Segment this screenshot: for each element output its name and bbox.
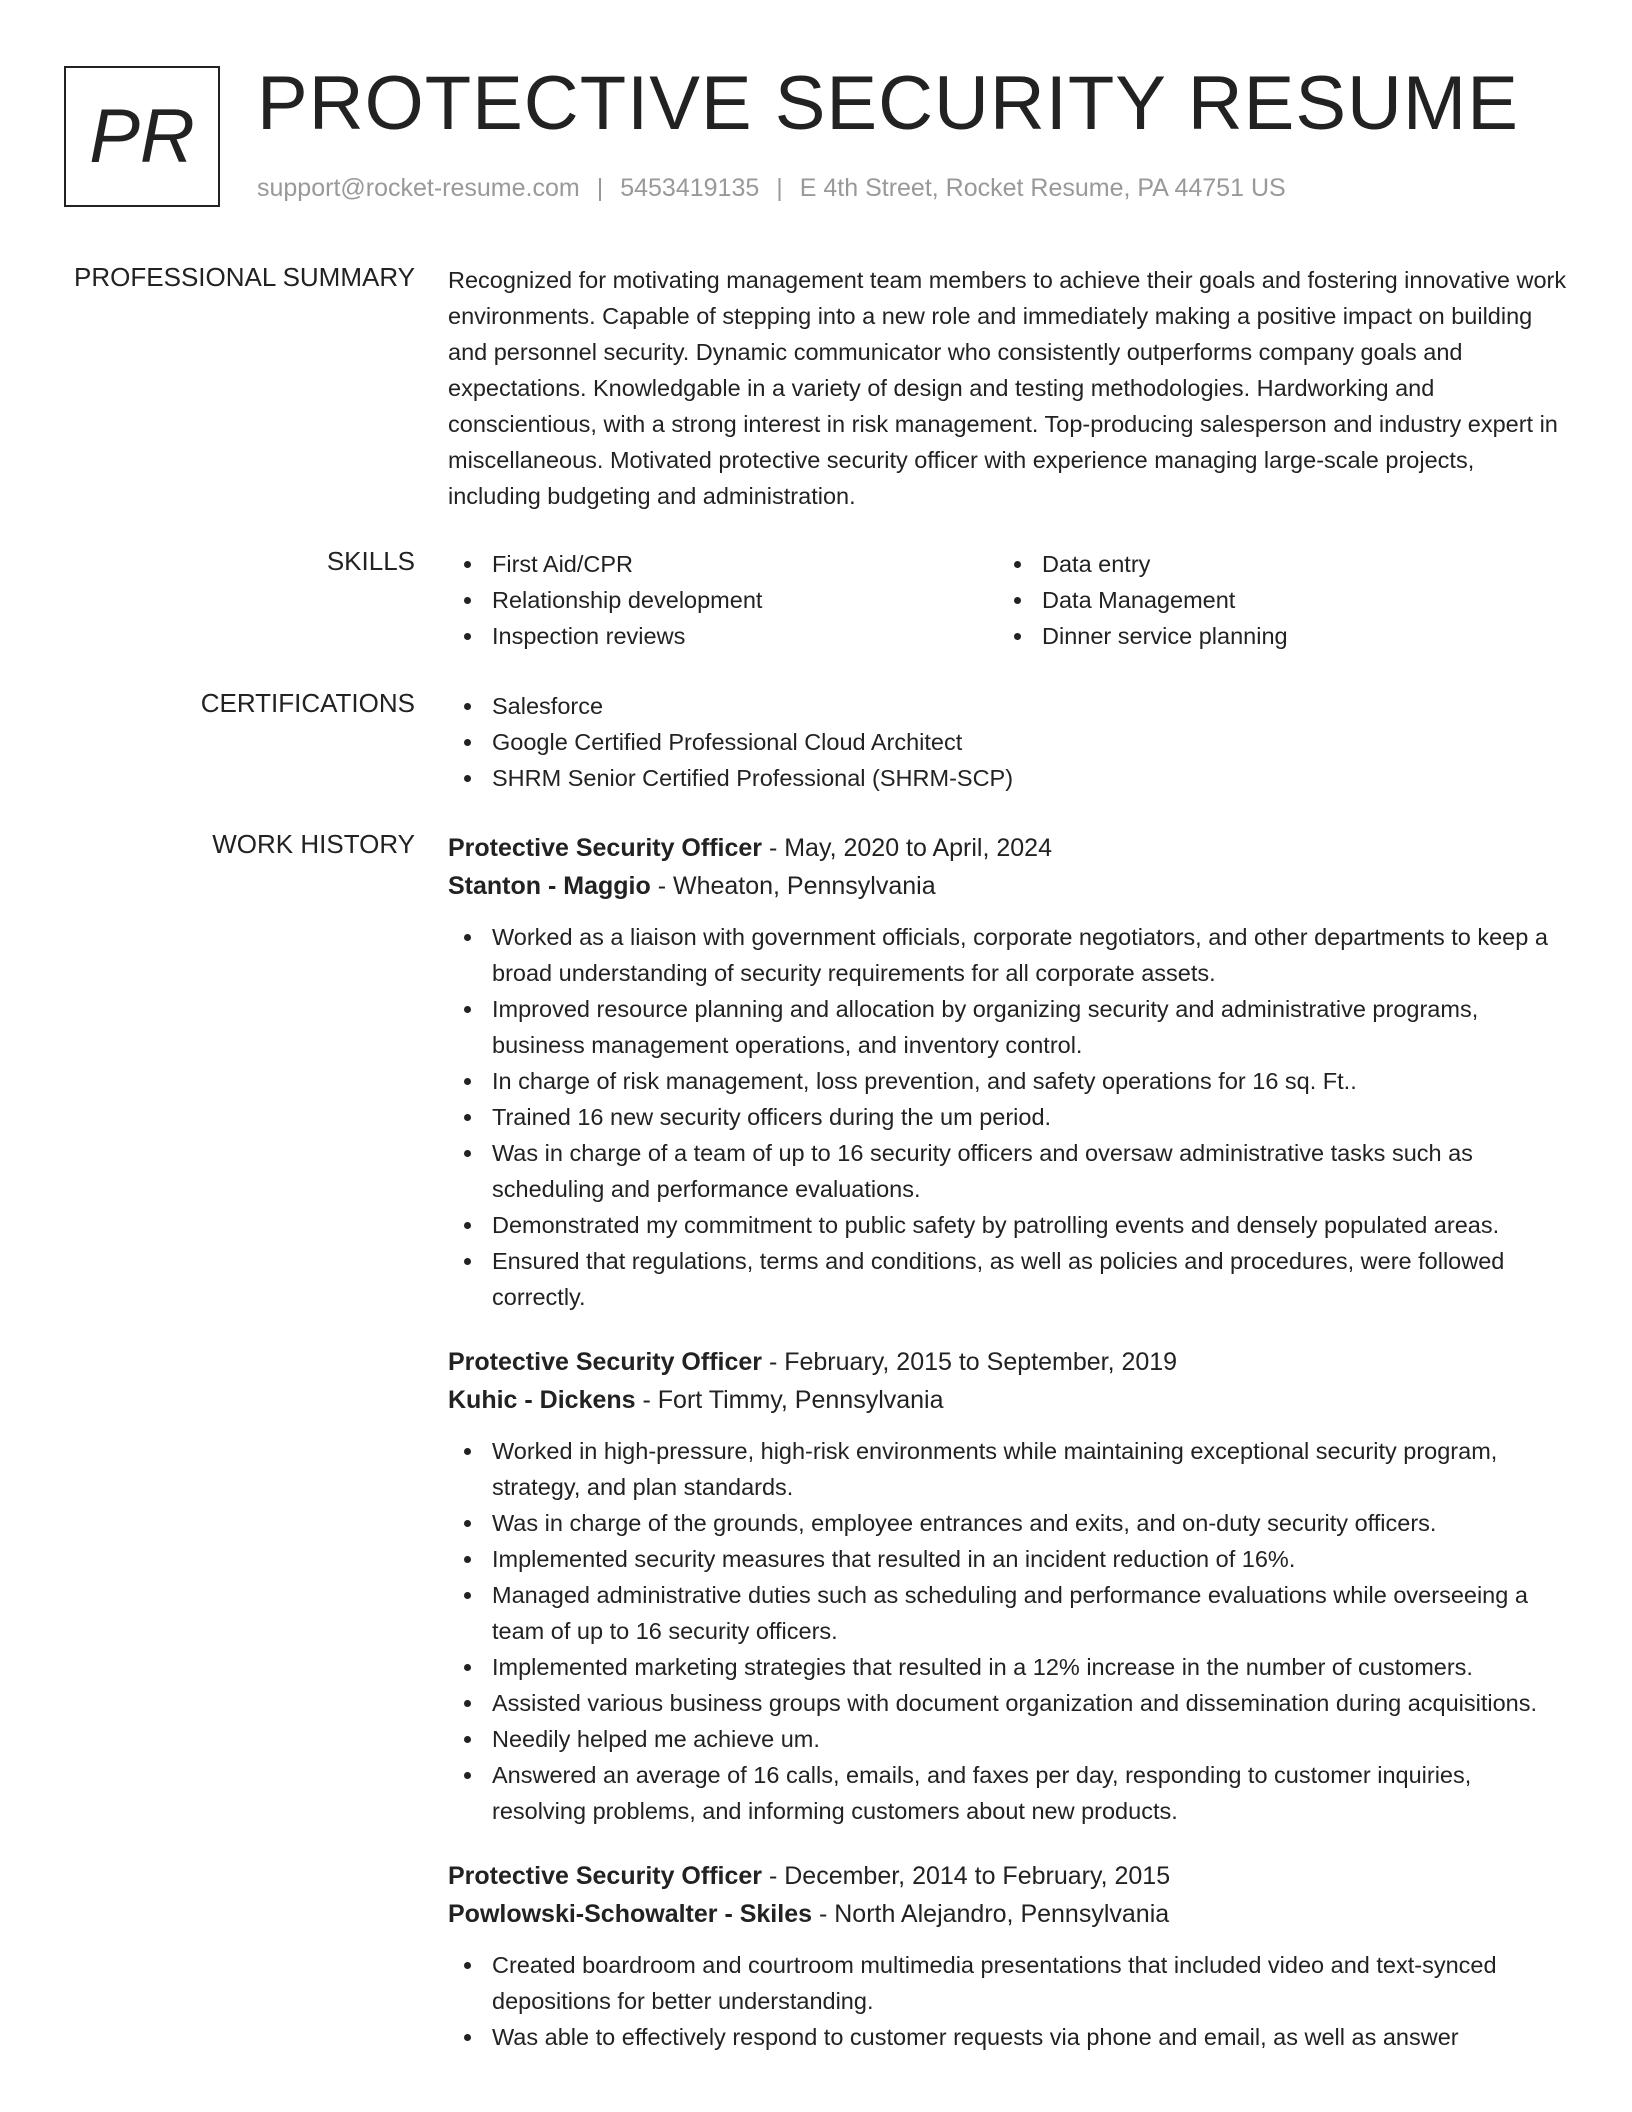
job-bullet: Worked as a liaison with government officials, corporate negotiators, and other departments to keep a broad understanding of security requirements for all corporate assets. (448, 919, 1568, 991)
job-dates: - December, 2014 to February, 2015 (762, 1862, 1171, 1890)
job-location: - North Alejandro, Pennsylvania (812, 1900, 1170, 1928)
job-bullet: Implemented marketing strategies that resulted in a 12% increase in the number of customers. (448, 1649, 1568, 1685)
contact-address: E 4th Street, Rocket Resume, PA 44751 US (799, 174, 1286, 202)
job-role: Protective Security Officer (448, 1862, 763, 1890)
job-entry (448, 1343, 1568, 1829)
job-company: Stanton - Maggio (448, 872, 651, 900)
skill-item: Dinner service planning (998, 618, 1548, 654)
skill-item: Data Management (998, 582, 1548, 618)
skill-item: Data entry (998, 546, 1548, 582)
job-role: Protective Security Officer (448, 834, 763, 862)
job-title-line (448, 1857, 1568, 1895)
job-title-line (448, 829, 1568, 867)
resume-header (64, 61, 1564, 210)
job-dates: - May, 2020 to April, 2024 (762, 834, 1052, 862)
job-entry (448, 1857, 1568, 2055)
job-bullet: Was able to effectively respond to customer requests via phone and email, as well as answer (448, 2019, 1568, 2055)
job-bullet: Was in charge of a team of up to 16 security officers and oversaw administrative tasks such as scheduling and performance evaluations. (448, 1135, 1568, 1207)
job-dates: - February, 2015 to September, 2019 (762, 1348, 1178, 1376)
certification-item: Google Certified Professional Cloud Architect (448, 724, 1568, 760)
summary-text: Recognized for motivating management team members to achieve their goals and fostering innovative work environments. Capable of stepping into a new role and immediately making a positive impact on building and personnel security. Dynamic communicator who consistently outperforms company goals and expectations. Knowledgable in a variety of design and testing methodologies. Hardworking and conscientious, with a strong interest in risk management. Top-producing salesperson and industry expert in miscellaneous. Motivated protective security officer with experience managing large-scale projects, including budgeting and administration. (448, 267, 1567, 509)
job-location: - Fort Timmy, Pennsylvania (635, 1386, 944, 1414)
section-title-summary: PROFESSIONAL SUMMARY (74, 262, 415, 292)
job-bullet: In charge of risk management, loss prevention, and safety operations for 16 sq. Ft.. (448, 1063, 1568, 1099)
job-location: - Wheaton, Pennsylvania (650, 872, 936, 900)
skills-list (448, 546, 1568, 654)
job-bullet: Assisted various business groups with document organization and dissemination during acquisitions. (448, 1685, 1568, 1721)
certification-item: SHRM Senior Certified Professional (SHRM-SCP) (448, 760, 1568, 796)
job-company-line (448, 1381, 1568, 1419)
job-bullet: Worked in high-pressure, high-risk environments while maintaining exceptional security program, strategy, and plan standards. (448, 1433, 1568, 1505)
job-bullets (448, 1947, 1568, 2055)
job-bullet: Trained 16 new security officers during the um period. (448, 1099, 1568, 1135)
resume-title: PROTECTIVE SECURITY RESUME (257, 61, 1519, 146)
section-title-certifications: CERTIFICATIONS (200, 688, 415, 718)
monogram-logo: PR (64, 66, 220, 207)
job-bullet: Ensured that regulations, terms and conditions, as well as policies and procedures, were followed correctly. (448, 1243, 1568, 1315)
job-bullet: Was in charge of the grounds, employee entrances and exits, and on-duty security officers. (448, 1505, 1568, 1541)
skill-item: Inspection reviews (448, 618, 998, 654)
certifications-list (448, 688, 1568, 796)
contact-separator: | (776, 174, 783, 202)
job-company-line (448, 1895, 1568, 1933)
job-company-line (448, 867, 1568, 905)
job-entry (448, 829, 1568, 1315)
contact-phone[interactable]: 5453419135 (620, 174, 760, 202)
job-bullet: Implemented security measures that resulted in an incident reduction of 16%. (448, 1541, 1568, 1577)
section-title-work-history: WORK HISTORY (212, 829, 415, 859)
section-title-skills: SKILLS (326, 546, 415, 576)
contact-separator: | (596, 174, 604, 202)
job-bullets (448, 1433, 1568, 1829)
contact-email[interactable]: support@rocket-resume.com (257, 174, 580, 202)
skill-item: First Aid/CPR (448, 546, 998, 582)
job-bullet: Demonstrated my commitment to public safety by patrolling events and densely populated areas. (448, 1207, 1568, 1243)
job-bullets (448, 919, 1568, 1315)
job-role: Protective Security Officer (448, 1348, 763, 1376)
contact-line (257, 174, 1286, 203)
job-bullet: Needily helped me achieve um. (448, 1721, 1568, 1757)
job-title-line (448, 1343, 1568, 1381)
job-bullet: Improved resource planning and allocation by organizing security and administrative programs, business management operations, and inventory control. (448, 991, 1568, 1063)
job-bullet: Created boardroom and courtroom multimedia presentations that included video and text-synced depositions for better understanding. (448, 1947, 1568, 2019)
skill-item: Relationship development (448, 582, 998, 618)
job-company: Powlowski-Schowalter - Skiles (448, 1900, 813, 1928)
job-bullet: Answered an average of 16 calls, emails, and faxes per day, responding to customer inquiries, resolving problems, and informing customers about new products. (448, 1757, 1568, 1829)
certification-item: Salesforce (448, 688, 1568, 724)
job-company: Kuhic - Dickens (448, 1386, 636, 1414)
job-bullet: Managed administrative duties such as scheduling and performance evaluations while overseeing a team of up to 16 security officers. (448, 1577, 1568, 1649)
